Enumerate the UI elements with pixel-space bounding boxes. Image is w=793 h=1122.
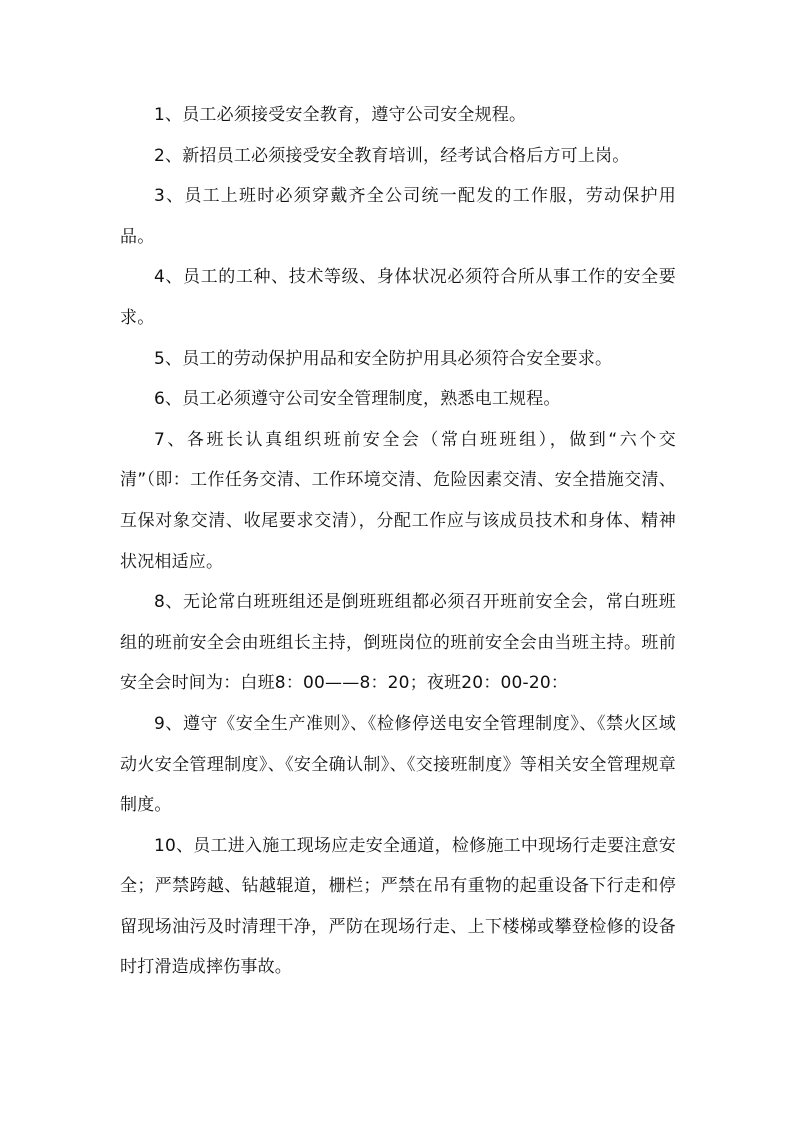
rule-paragraph-10: 10、员工进入施工现场应走安全通道，检修施工中现场行走要注意安全；严禁跨越、钻越辊道，栅栏；严禁在吊有重物的起重设备下行走和停留现场油污及时清理干净，严防在现场行走、上下楼梯或攀登检修的设备时打滑造成摔伤事故。: [120, 835, 676, 978]
rule-paragraph-3: 3、员工上班时必须穿戴齐全公司统一配发的工作服，劳动保护用品。: [120, 186, 676, 247]
rule-paragraph-4: 4、员工的工种、技术等级、身体状况必须符合所从事工作的安全要求。: [120, 267, 676, 328]
rule-paragraph-2: 2、新招员工必须接受安全教育培训，经考试合格后方可上岗。: [154, 145, 630, 166]
rule-paragraph-7: 7、各班长认真组织班前安全会（常白班班组），做到“六个交清”（即：工作任务交清、工作环境交清、危险因素交清、安全措施交清、互保对象交清、收尾要求交清），分配工作应与该成员技术和身体、精神状况相适应。: [120, 429, 676, 572]
rule-paragraph-5: 5、员工的劳动保护用品和安全防护用具必须符合安全要求。: [154, 348, 613, 369]
rule-paragraph-1: 1、员工必须接受安全教育，遵守公司安全规程。: [154, 105, 527, 125]
rule-paragraph-6: 6、员工必须遵守公司安全管理制度，熟悉电工规程。: [154, 389, 561, 410]
document-page: [120, 95, 676, 988]
rule-paragraph-9: 9、遵守《安全生产准则》、《检修停送电安全管理制度》、《禁火区域动火安全管理制度》、《安全确认制》、《交接班制度》等相关安全管理规章制度。: [120, 713, 676, 816]
rule-paragraph-8: 8、无论常白班班组还是倒班班组都必须召开班前安全会，常白班班组的班前安全会由班组长主持，倒班岗位的班前安全会由当班主持。班前安全会时间为：白班8：00——8：20；夜班20：00-20：: [120, 592, 676, 694]
